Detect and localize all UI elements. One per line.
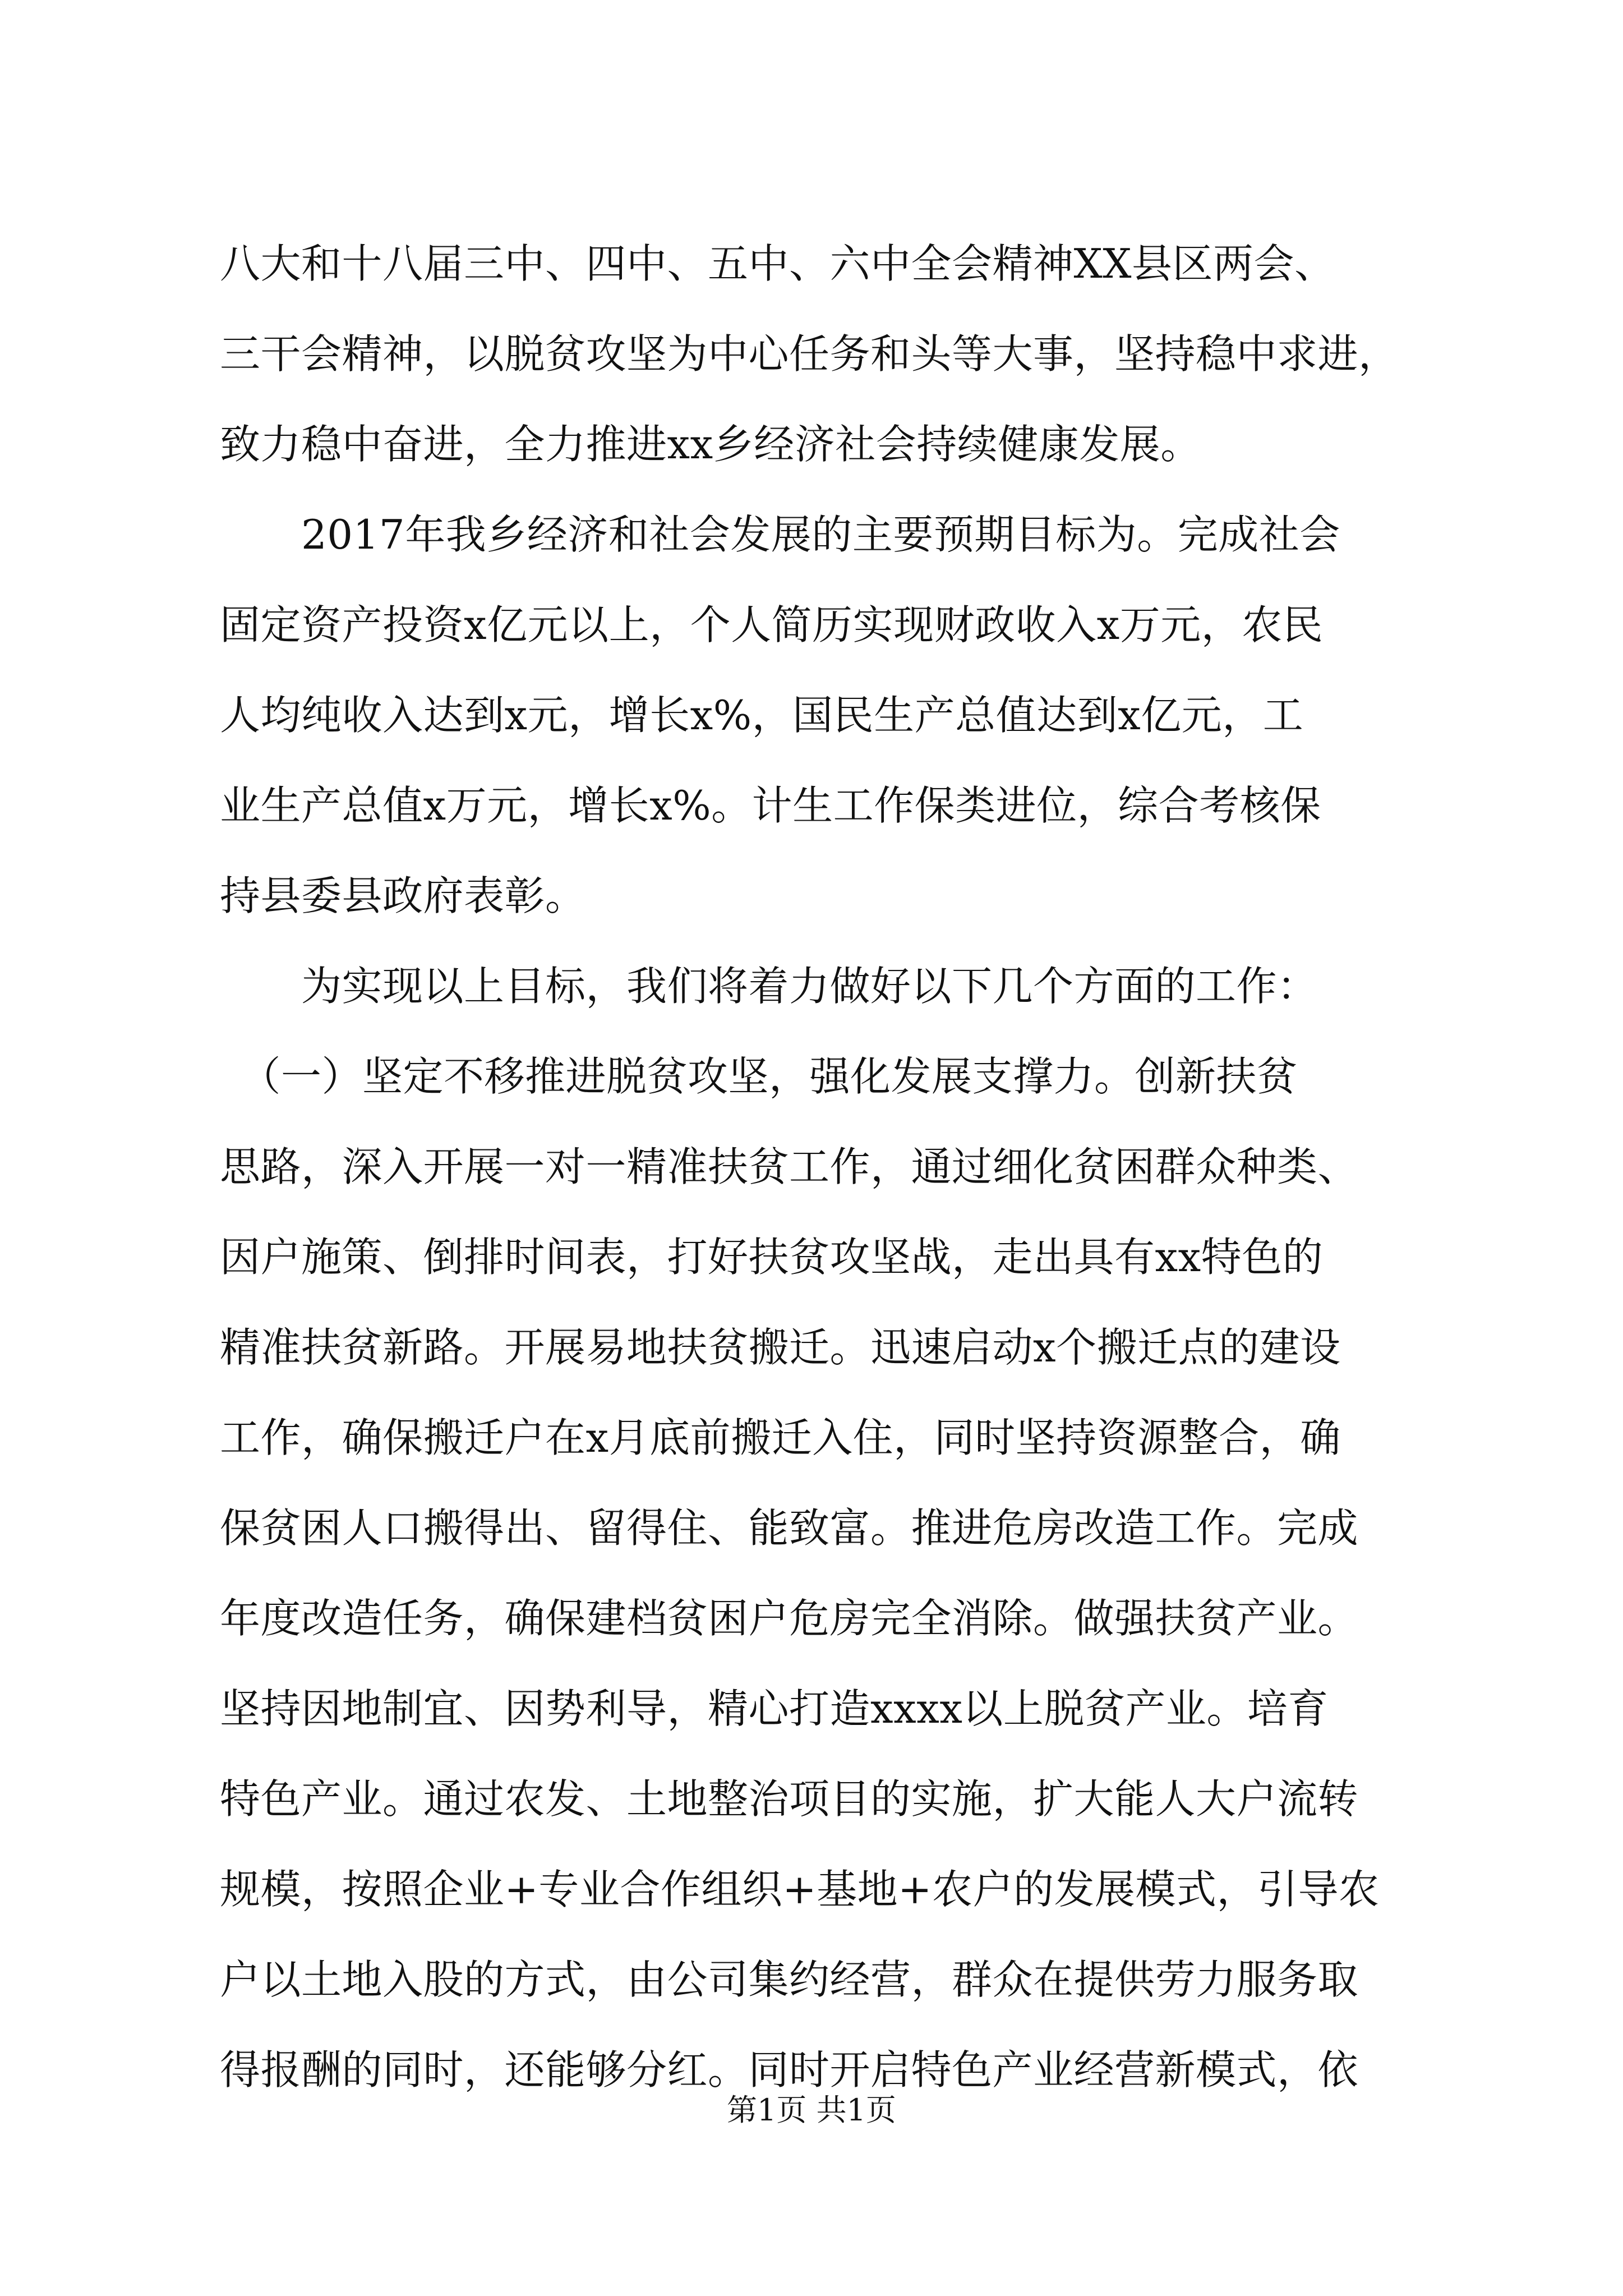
text-line: 精准扶贫新路。开展易地扶贫搬迁。迅速启动x个搬迁点的建设 xyxy=(220,1324,1341,1371)
document-body xyxy=(220,219,1420,2115)
text-line: 保贫困人口搬得出、留得住、能致富。推进危房改造工作。完成 xyxy=(220,1504,1359,1552)
text-line: 特色产业。通过农发、土地整治项目的实施，扩大能人大户流转 xyxy=(220,1775,1359,1823)
text-line: 工作，确保搬迁户在x月底前搬迁入住，同时坚持资源整合，确 xyxy=(220,1414,1341,1461)
text-line: 业生产总值x万元，增长x%。计生工作保类进位，综合考核保 xyxy=(220,782,1321,829)
text-line: （一）坚定不移推进脱贫攻坚，强化发展支撑力。创新扶贫 xyxy=(220,1053,1298,1100)
text-line: 持县委县政府表彰。 xyxy=(220,872,586,919)
text-line: 坚持因地制宜、因势利导，精心打造xxxx以上脱贫产业。培育 xyxy=(220,1685,1329,1732)
text-line: 人均纯收入达到x元，增长x%，国民生产总值达到x亿元，工 xyxy=(220,692,1304,739)
page-number-footer: 第1页 共1页 xyxy=(727,2092,896,2128)
text-line: 规模，按照企业+专业合作组织+基地+农户的发展模式，引导农 xyxy=(220,1866,1380,1913)
text-line: 致力稳中奋进，全力推进xx乡经济社会持续健康发展。 xyxy=(220,421,1201,468)
text-line: 因户施策、倒排时间表，打好扶贫攻坚战，走出具有xx特色的 xyxy=(220,1234,1324,1281)
text-line: 固定资产投资x亿元以上，个人简历实现财政收入x万元，农民 xyxy=(220,601,1324,648)
text-line: 三干会精神，以脱贫攻坚为中心任务和头等大事，坚持稳中求进， xyxy=(220,330,1399,378)
text-line: 为实现以上目标，我们将着力做好以下几个方面的工作： xyxy=(220,963,1318,1010)
text-line: 年度改造任务，确保建档贫困户危房完全消除。做强扶贫产业。 xyxy=(220,1595,1359,1642)
text-line: 思路，深入开展一对一精准扶贫工作，通过细化贫困群众种类、 xyxy=(220,1143,1359,1190)
text-line: 户以土地入股的方式，由公司集约经营，群众在提供劳力服务取 xyxy=(220,1956,1359,2003)
text-line: 得报酬的同时，还能够分红。同时开启特色产业经营新模式，依 xyxy=(220,2046,1359,2093)
text-line: 八大和十八届三中、四中、五中、六中全会精神XX县区两会、 xyxy=(220,240,1335,287)
text-line: 2017年我乡经济和社会发展的主要预期目标为。完成社会 xyxy=(220,511,1340,558)
